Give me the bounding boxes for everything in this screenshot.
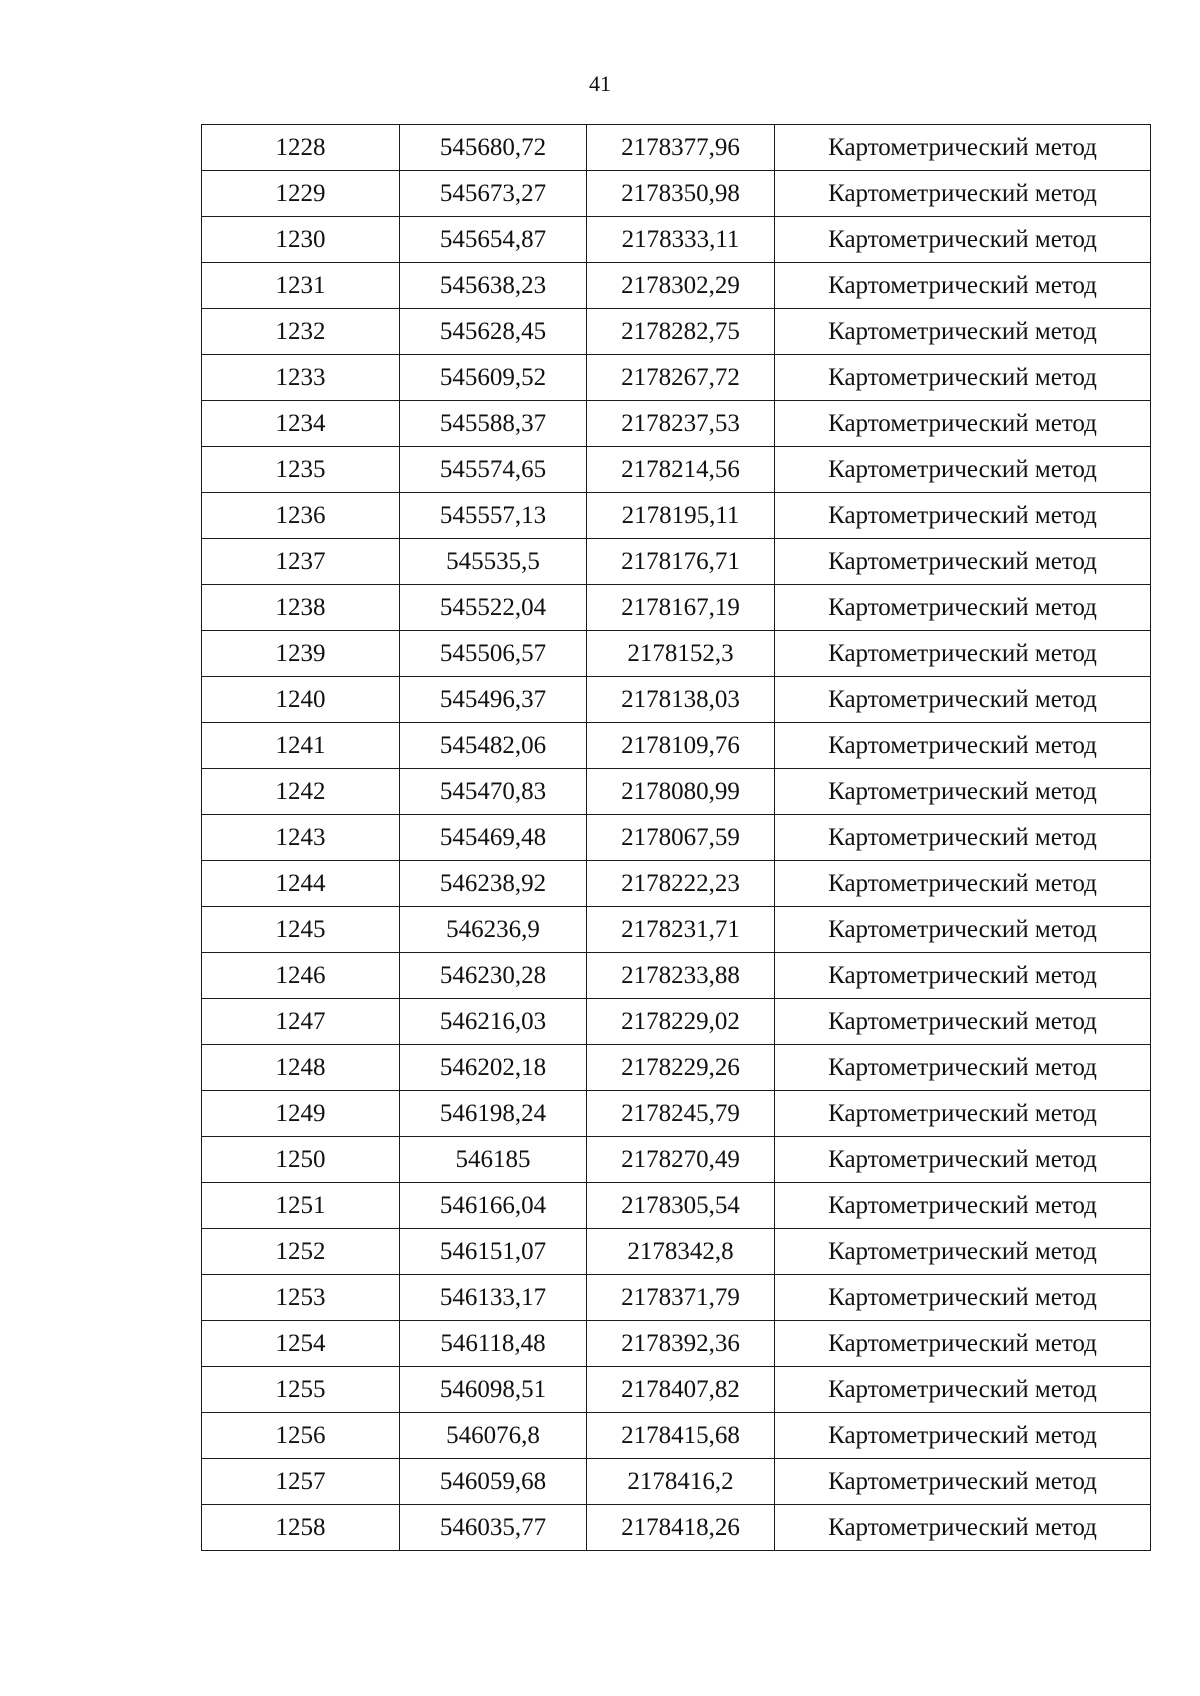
table-row: [202, 1229, 1151, 1275]
method-cell: Картометрический метод: [775, 1275, 1151, 1321]
point-number-cell: 1231: [202, 263, 400, 309]
x-coordinate-cell: 546059,68: [400, 1459, 587, 1505]
point-number-cell: 1232: [202, 309, 400, 355]
point-number-cell: 1252: [202, 1229, 400, 1275]
x-coordinate-cell: 546166,04: [400, 1183, 587, 1229]
method-cell: Картометрический метод: [775, 953, 1151, 999]
point-number-cell: 1248: [202, 1045, 400, 1091]
point-number-cell: 1243: [202, 815, 400, 861]
table-row: [202, 861, 1151, 907]
y-coordinate-cell: 2178342,8: [587, 1229, 775, 1275]
x-coordinate-cell: 546198,24: [400, 1091, 587, 1137]
y-coordinate-cell: 2178233,88: [587, 953, 775, 999]
y-coordinate-cell: 2178392,36: [587, 1321, 775, 1367]
method-cell: Картометрический метод: [775, 1367, 1151, 1413]
method-cell: Картометрический метод: [775, 815, 1151, 861]
x-coordinate-cell: 546151,07: [400, 1229, 587, 1275]
point-number-cell: 1230: [202, 217, 400, 263]
table-row: [202, 355, 1151, 401]
y-coordinate-cell: 2178080,99: [587, 769, 775, 815]
table-row: [202, 953, 1151, 999]
method-cell: Картометрический метод: [775, 125, 1151, 171]
x-coordinate-cell: 545638,23: [400, 263, 587, 309]
table-row: [202, 1413, 1151, 1459]
x-coordinate-cell: 545470,83: [400, 769, 587, 815]
method-cell: Картометрический метод: [775, 263, 1151, 309]
y-coordinate-cell: 2178350,98: [587, 171, 775, 217]
point-number-cell: 1245: [202, 907, 400, 953]
table-row: [202, 263, 1151, 309]
y-coordinate-cell: 2178214,56: [587, 447, 775, 493]
y-coordinate-cell: 2178152,3: [587, 631, 775, 677]
method-cell: Картометрический метод: [775, 1321, 1151, 1367]
table-row: [202, 585, 1151, 631]
point-number-cell: 1228: [202, 125, 400, 171]
x-coordinate-cell: 546216,03: [400, 999, 587, 1045]
x-coordinate-cell: 545588,37: [400, 401, 587, 447]
table-row: [202, 1321, 1151, 1367]
method-cell: Картометрический метод: [775, 309, 1151, 355]
point-number-cell: 1238: [202, 585, 400, 631]
x-coordinate-cell: 545535,5: [400, 539, 587, 585]
y-coordinate-cell: 2178333,11: [587, 217, 775, 263]
y-coordinate-cell: 2178176,71: [587, 539, 775, 585]
table-row: [202, 1505, 1151, 1551]
point-number-cell: 1236: [202, 493, 400, 539]
table-row: [202, 1275, 1151, 1321]
x-coordinate-cell: 545628,45: [400, 309, 587, 355]
y-coordinate-cell: 2178267,72: [587, 355, 775, 401]
x-coordinate-cell: 545496,37: [400, 677, 587, 723]
point-number-cell: 1247: [202, 999, 400, 1045]
method-cell: Картометрический метод: [775, 217, 1151, 263]
point-number-cell: 1229: [202, 171, 400, 217]
x-coordinate-cell: 545654,87: [400, 217, 587, 263]
point-number-cell: 1239: [202, 631, 400, 677]
point-number-cell: 1257: [202, 1459, 400, 1505]
point-number-cell: 1251: [202, 1183, 400, 1229]
method-cell: Картометрический метод: [775, 447, 1151, 493]
point-number-cell: 1234: [202, 401, 400, 447]
y-coordinate-cell: 2178229,26: [587, 1045, 775, 1091]
x-coordinate-cell: 545557,13: [400, 493, 587, 539]
method-cell: Картометрический метод: [775, 861, 1151, 907]
table-row: [202, 539, 1151, 585]
y-coordinate-cell: 2178138,03: [587, 677, 775, 723]
table-row: [202, 401, 1151, 447]
y-coordinate-cell: 2178371,79: [587, 1275, 775, 1321]
method-cell: Картометрический метод: [775, 1229, 1151, 1275]
y-coordinate-cell: 2178407,82: [587, 1367, 775, 1413]
x-coordinate-cell: 546133,17: [400, 1275, 587, 1321]
method-cell: Картометрический метод: [775, 1045, 1151, 1091]
y-coordinate-cell: 2178245,79: [587, 1091, 775, 1137]
coordinates-table: [201, 124, 1151, 1551]
method-cell: Картометрический метод: [775, 1413, 1151, 1459]
x-coordinate-cell: 545506,57: [400, 631, 587, 677]
point-number-cell: 1254: [202, 1321, 400, 1367]
point-number-cell: 1235: [202, 447, 400, 493]
table-row: [202, 125, 1151, 171]
method-cell: Картометрический метод: [775, 723, 1151, 769]
table-row: [202, 769, 1151, 815]
x-coordinate-cell: 545673,27: [400, 171, 587, 217]
x-coordinate-cell: 545609,52: [400, 355, 587, 401]
point-number-cell: 1240: [202, 677, 400, 723]
method-cell: Картометрический метод: [775, 1505, 1151, 1551]
point-number-cell: 1233: [202, 355, 400, 401]
table-row: [202, 1459, 1151, 1505]
table-row: [202, 1091, 1151, 1137]
method-cell: Картометрический метод: [775, 1137, 1151, 1183]
method-cell: Картометрический метод: [775, 585, 1151, 631]
table-row: [202, 1045, 1151, 1091]
method-cell: Картометрический метод: [775, 999, 1151, 1045]
y-coordinate-cell: 2178222,23: [587, 861, 775, 907]
method-cell: Картометрический метод: [775, 493, 1151, 539]
y-coordinate-cell: 2178167,19: [587, 585, 775, 631]
method-cell: Картометрический метод: [775, 171, 1151, 217]
x-coordinate-cell: 545680,72: [400, 125, 587, 171]
table-row: [202, 309, 1151, 355]
x-coordinate-cell: 545574,65: [400, 447, 587, 493]
x-coordinate-cell: 546185: [400, 1137, 587, 1183]
coordinates-table-body: [202, 125, 1151, 1551]
method-cell: Картометрический метод: [775, 631, 1151, 677]
x-coordinate-cell: 546035,77: [400, 1505, 587, 1551]
x-coordinate-cell: 546076,8: [400, 1413, 587, 1459]
x-coordinate-cell: 545522,04: [400, 585, 587, 631]
x-coordinate-cell: 546118,48: [400, 1321, 587, 1367]
point-number-cell: 1256: [202, 1413, 400, 1459]
x-coordinate-cell: 546236,9: [400, 907, 587, 953]
y-coordinate-cell: 2178195,11: [587, 493, 775, 539]
x-coordinate-cell: 546202,18: [400, 1045, 587, 1091]
y-coordinate-cell: 2178282,75: [587, 309, 775, 355]
table-row: [202, 999, 1151, 1045]
table-row: [202, 1137, 1151, 1183]
method-cell: Картометрический метод: [775, 401, 1151, 447]
table-row: [202, 447, 1151, 493]
x-coordinate-cell: 546098,51: [400, 1367, 587, 1413]
table-row: [202, 677, 1151, 723]
table-row: [202, 815, 1151, 861]
method-cell: Картометрический метод: [775, 769, 1151, 815]
y-coordinate-cell: 2178231,71: [587, 907, 775, 953]
method-cell: Картометрический метод: [775, 1459, 1151, 1505]
point-number-cell: 1249: [202, 1091, 400, 1137]
y-coordinate-cell: 2178302,29: [587, 263, 775, 309]
point-number-cell: 1241: [202, 723, 400, 769]
page-number: 41: [589, 71, 611, 96]
point-number-cell: 1246: [202, 953, 400, 999]
point-number-cell: 1253: [202, 1275, 400, 1321]
point-number-cell: 1250: [202, 1137, 400, 1183]
point-number-cell: 1255: [202, 1367, 400, 1413]
x-coordinate-cell: 546230,28: [400, 953, 587, 999]
point-number-cell: 1258: [202, 1505, 400, 1551]
x-coordinate-cell: 545469,48: [400, 815, 587, 861]
y-coordinate-cell: 2178416,2: [587, 1459, 775, 1505]
method-cell: Картометрический метод: [775, 677, 1151, 723]
method-cell: Картометрический метод: [775, 539, 1151, 585]
point-number-cell: 1244: [202, 861, 400, 907]
point-number-cell: 1242: [202, 769, 400, 815]
y-coordinate-cell: 2178229,02: [587, 999, 775, 1045]
method-cell: Картометрический метод: [775, 1183, 1151, 1229]
table-row: [202, 1183, 1151, 1229]
y-coordinate-cell: 2178067,59: [587, 815, 775, 861]
y-coordinate-cell: 2178237,53: [587, 401, 775, 447]
method-cell: Картометрический метод: [775, 1091, 1151, 1137]
method-cell: Картометрический метод: [775, 907, 1151, 953]
table-row: [202, 907, 1151, 953]
y-coordinate-cell: 2178415,68: [587, 1413, 775, 1459]
y-coordinate-cell: 2178270,49: [587, 1137, 775, 1183]
x-coordinate-cell: 545482,06: [400, 723, 587, 769]
table-row: [202, 1367, 1151, 1413]
y-coordinate-cell: 2178418,26: [587, 1505, 775, 1551]
table-row: [202, 171, 1151, 217]
table-row: [202, 493, 1151, 539]
y-coordinate-cell: 2178377,96: [587, 125, 775, 171]
y-coordinate-cell: 2178109,76: [587, 723, 775, 769]
method-cell: Картометрический метод: [775, 355, 1151, 401]
x-coordinate-cell: 546238,92: [400, 861, 587, 907]
table-row: [202, 723, 1151, 769]
y-coordinate-cell: 2178305,54: [587, 1183, 775, 1229]
table-row: [202, 217, 1151, 263]
table-row: [202, 631, 1151, 677]
point-number-cell: 1237: [202, 539, 400, 585]
